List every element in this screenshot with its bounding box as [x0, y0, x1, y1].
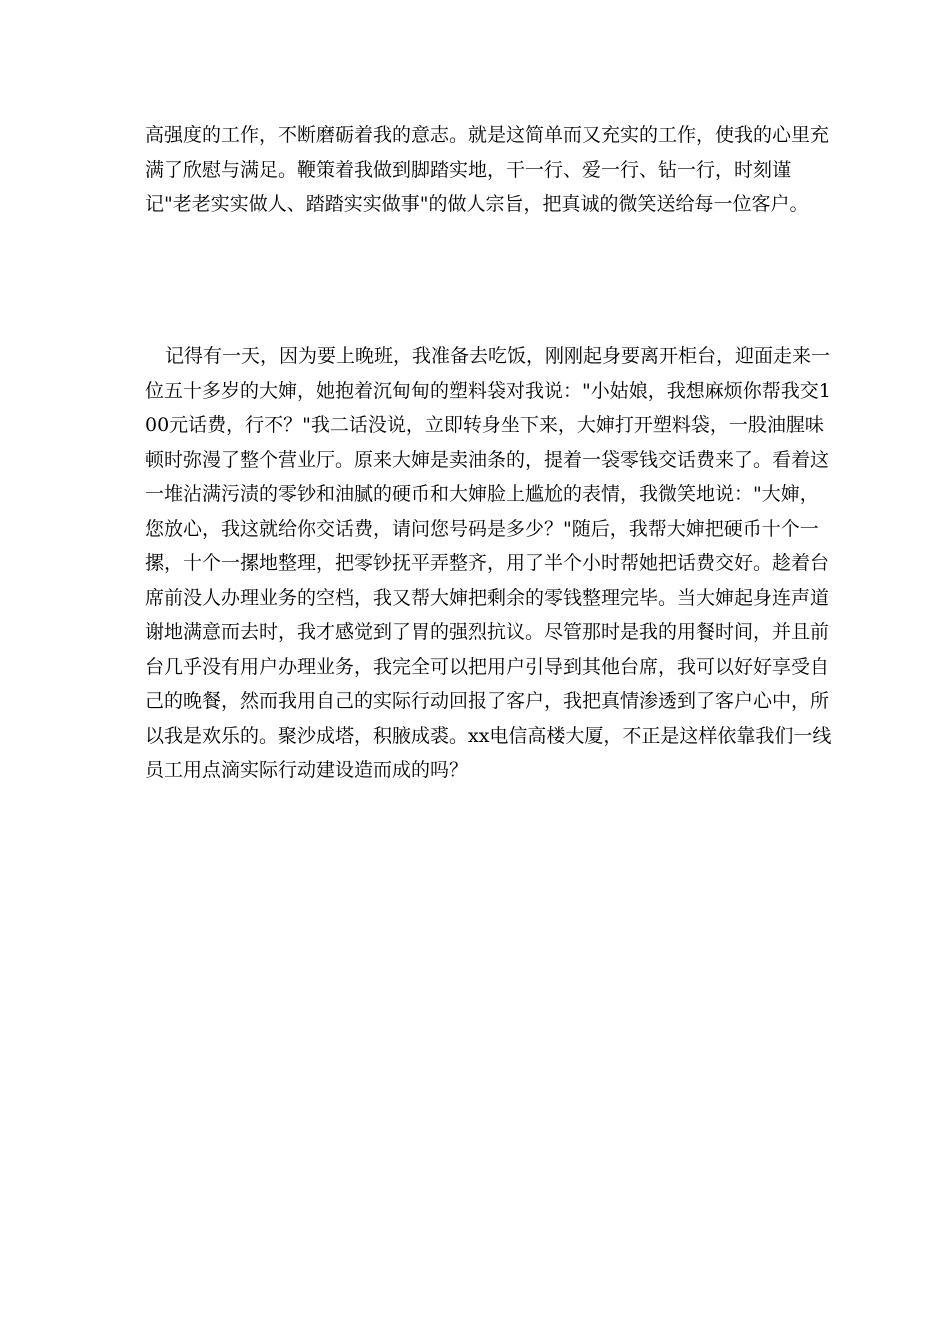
paragraph-2: 记得有一天，因为要上晚班，我准备去吃饭，刚刚起身要离开柜台，迎面走来一位五十多岁的大婶，她抱着沉甸甸的塑料袋对我说："小姑娘，我想麻烦你帮我交100元话费，行不？"我二话没说，立即转身坐下来，大婶打开塑料袋，一股油腥味顿时弥漫了整个营业厅。原来大婶是卖油条的，提着一袋零钱交话费来了。看着这一堆沾满污渍的零钞和油腻的硬币和大婶脸上尴尬的表情，我微笑地说："大婶，您放心，我这就给你交话费，请问您号码是多少？"随后，我帮大婶把硬币十个一摞，十个一摞地整理，把零钞抚平弄整齐，用了半个小时帮她把话费交好。趁着台席前没人办理业务的空档，我又帮大婶把剩余的零钱整理完毕。当大婶起身连声道谢地满意而去时，我才感觉到了胃的强烈抗议。尽管那时是我的用餐时间，并且前台几乎没有用户办理业务，我完全可以把用户引导到其他台席，我可以好好享受自己的晚餐，然而我用自己的实际行动回报了客户，我把真情渗透到了客户心中，所以我是欢乐的。聚沙成塔，积腋成裘。xx电信高楼大厦，不正是这样依靠我们一线员工用点滴实际行动建设造而成的吗？ [145, 345, 832, 781]
paragraph-1: 高强度的工作，不断磨砺着我的意志。就是这简单而又充实的工作，使我的心里充满了欣慰与满足。鞭策着我做到脚踏实地，干一行、爱一行、钻一行，时刻谨记"老老实实做人、踏踏实实做事"的做人宗旨，把真诚的微笑送给每一位客户。 [145, 124, 830, 215]
